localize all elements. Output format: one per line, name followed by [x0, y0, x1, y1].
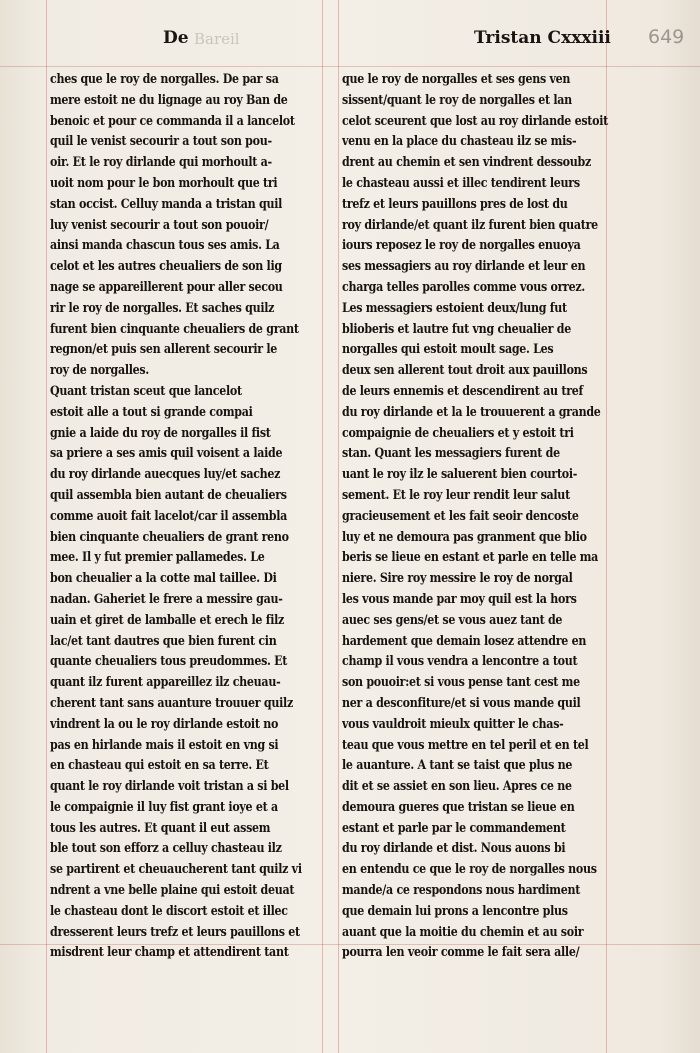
- text-line: vindrent la ou le roy dirlande estoit no: [50, 716, 279, 732]
- text-line: auant que la moitie du chemin et au soir: [342, 924, 584, 940]
- text-line: les vous mande par moy quil est la hors: [342, 591, 577, 607]
- ruling-line: [322, 0, 323, 1053]
- text-line: quant ilz furent appareillez ilz cheuau-: [50, 675, 281, 691]
- text-line: mee. Il y fut premier pallamedes. Le: [50, 550, 265, 566]
- text-line: compaignie de cheualiers et y estoit tri: [342, 425, 574, 441]
- text-line: auec ses gens/et se vous auez tant de: [342, 612, 563, 628]
- text-line: que demain lui prons a lencontre plus: [342, 903, 568, 919]
- text-line: beris se lieue en estant et parle en telle ma: [342, 550, 599, 566]
- text-line: sa priere a ses amis quil voisent a laide: [50, 446, 283, 462]
- header-right: Tristan Cxxxiii: [474, 28, 611, 48]
- text-line: le auanture. A tant se taist que plus ne: [342, 758, 573, 774]
- text-line: dit et se assiet en son lieu. Apres ce ne: [342, 779, 572, 795]
- text-line: ses messagiers au roy dirlande et leur en: [342, 259, 586, 275]
- text-line: uoit nom pour le bon morhoult que tri: [50, 175, 278, 191]
- text-line: mande/a ce respondons nous hardiment: [342, 883, 581, 899]
- text-line: stan occist. Celluy manda a tristan quil: [50, 196, 283, 212]
- text-line: quil assembla bien autant de cheualiers: [50, 487, 287, 503]
- text-line: dresserent leurs trefz et leurs pauillons et: [50, 924, 300, 940]
- text-line: quil le venist secourir a tout son pou-: [50, 134, 272, 150]
- header-left: De: [163, 28, 189, 48]
- text-line: roy dirlande/et quant ilz furent bien quatre: [342, 217, 598, 233]
- text-line: pourra len veoir comme le fait sera alle/: [342, 945, 580, 961]
- text-line: deux sen allerent tout droit aux pauillons: [342, 363, 588, 379]
- text-line: sissent/quant le roy de norgalles et lan: [342, 92, 572, 108]
- text-line: ches que le roy de norgalles. De par sa: [50, 72, 279, 87]
- ruling-line: [338, 0, 339, 1053]
- text-line: niere. Sire roy messire le roy de norgal: [342, 571, 573, 587]
- text-line: se partirent et cheuaucherent tant quilz vi: [50, 862, 302, 878]
- text-line: celot et les autres cheualiers de son lig: [50, 259, 282, 275]
- text-line: regnon/et puis sen allerent secourir le: [50, 342, 278, 358]
- text-line: ainsi manda chascun tous ses amis. La: [50, 238, 280, 254]
- text-line: bon cheualier a la cotte mal taillee. Di: [50, 571, 277, 587]
- text-line: cherent tant sans auanture trouuer quilz: [50, 695, 293, 711]
- text-line: uain et giret de lamballe et erech le filz: [50, 612, 285, 628]
- text-line: gracieusement et les fait seoir dencoste: [342, 508, 579, 524]
- text-line: gnie a laide du roy de norgalles il fist: [50, 425, 271, 441]
- running-header: [0, 26, 700, 56]
- pencil-folio-number: 649: [648, 26, 685, 48]
- text-line: Les messagiers estoient deux/lung fut: [342, 300, 567, 316]
- ruling-line: [46, 0, 47, 1053]
- text-line: misdrent leur champ et attendirent tant: [50, 945, 289, 961]
- ruling-line: [0, 66, 700, 67]
- text-line: lac/et tant dautres que bien furent cin: [50, 633, 277, 649]
- text-line: venu en la place du chasteau ilz se mis-: [342, 134, 577, 150]
- text-line: furent bien cinquante cheualiers de grant: [50, 321, 299, 337]
- text-line: iours reposez le roy de norgalles enuoya: [342, 238, 581, 254]
- text-line: nage se appareillerent pour aller secou: [50, 279, 283, 295]
- text-line: mere estoit ne du lignage au roy Ban de: [50, 92, 288, 108]
- text-line: demoura gueres que tristan se lieue en: [342, 799, 575, 815]
- text-line: norgalles qui estoit moult sage. Les: [342, 342, 554, 358]
- text-line: roy de norgalles.: [50, 363, 149, 379]
- text-line: sement. Et le roy leur rendit leur salut: [342, 487, 570, 503]
- text-line: celot sceurent que lost au roy dirlande estoit: [342, 113, 608, 129]
- text-line: le chasteau dont le discort estoit et illec: [50, 903, 288, 919]
- text-line: luy venist secourir a tout son pouoir/: [50, 217, 269, 233]
- text-line: drent au chemin et sen vindrent dessoubz: [342, 155, 591, 171]
- text-line: du roy dirlande et dist. Nous auons bi: [342, 841, 566, 857]
- text-line: estoit alle a tout si grande compai: [50, 404, 253, 420]
- text-line: le chasteau aussi et illec tendirent leurs: [342, 175, 580, 191]
- text-line: hardement que demain losez attendre en: [342, 633, 587, 649]
- text-column-left: [50, 70, 318, 964]
- text-line: oir. Et le roy dirlande qui morhoult a-: [50, 155, 272, 171]
- text-line: stan. Quant les messagiers furent de: [342, 446, 560, 462]
- text-line: en entendu ce que le roy de norgalles nous: [342, 862, 597, 878]
- text-line: teau que vous mettre en tel peril et en tel: [342, 737, 589, 753]
- text-line: comme auoit fait lacelot/car il assembla: [50, 508, 288, 524]
- text-line: charga telles parolles comme vous orrez.: [342, 279, 585, 295]
- text-line: bien cinquante cheualiers de grant reno: [50, 529, 289, 545]
- text-line: du roy dirlande et la le trouuerent a grande: [342, 404, 601, 420]
- text-line: du roy dirlande auecques luy/et sachez: [50, 467, 281, 483]
- text-line: en chasteau qui estoit en sa terre. Et: [50, 758, 269, 774]
- header-showthrough: Bareil: [194, 30, 240, 48]
- text-line: ble tout son efforz a celluy chasteau ilz: [50, 841, 282, 857]
- text-line: vous vauldroit mieulx quitter le chas-: [342, 716, 564, 732]
- text-line: blioberis et lautre fut vng cheualier de: [342, 321, 571, 337]
- text-line: champ il vous vendra a lencontre a tout: [342, 654, 578, 670]
- text-line: luy et ne demoura pas granment que blio: [342, 529, 587, 545]
- text-line: trefz et leurs pauillons pres de lost du: [342, 196, 568, 212]
- text-line: que le roy de norgalles et ses gens ven: [342, 72, 571, 87]
- text-line: rir le roy de norgalles. Et saches quilz: [50, 300, 275, 316]
- text-line: nadan. Gaheriet le frere a messire gau-: [50, 591, 283, 607]
- text-column-right: [342, 70, 610, 964]
- text-line: quant le roy dirlande voit tristan a si bel: [50, 779, 289, 795]
- text-line: uant le roy ilz le saluerent bien courtoi-: [342, 467, 578, 483]
- text-line: son pouoir:et si vous pense tant cest me: [342, 675, 580, 691]
- text-line: tous les autres. Et quant il eut assem: [50, 820, 271, 836]
- text-line: Quant tristan sceut que lancelot: [50, 383, 242, 399]
- text-line: ner a desconfiture/et si vous mande quil: [342, 695, 581, 711]
- text-line: ndrent a vne belle plaine qui estoit deuat: [50, 883, 295, 899]
- text-line: le compaignie il luy fist grant ioye et a: [50, 799, 278, 815]
- text-line: de leurs ennemis et descendirent au tref: [342, 383, 583, 399]
- text-line: estant et parle par le commandement: [342, 820, 566, 836]
- text-line: pas en hirlande mais il estoit en vng si: [50, 737, 279, 753]
- text-line: quante cheualiers tous preudommes. Et: [50, 654, 288, 670]
- text-line: benoic et pour ce commanda il a lancelot: [50, 113, 295, 129]
